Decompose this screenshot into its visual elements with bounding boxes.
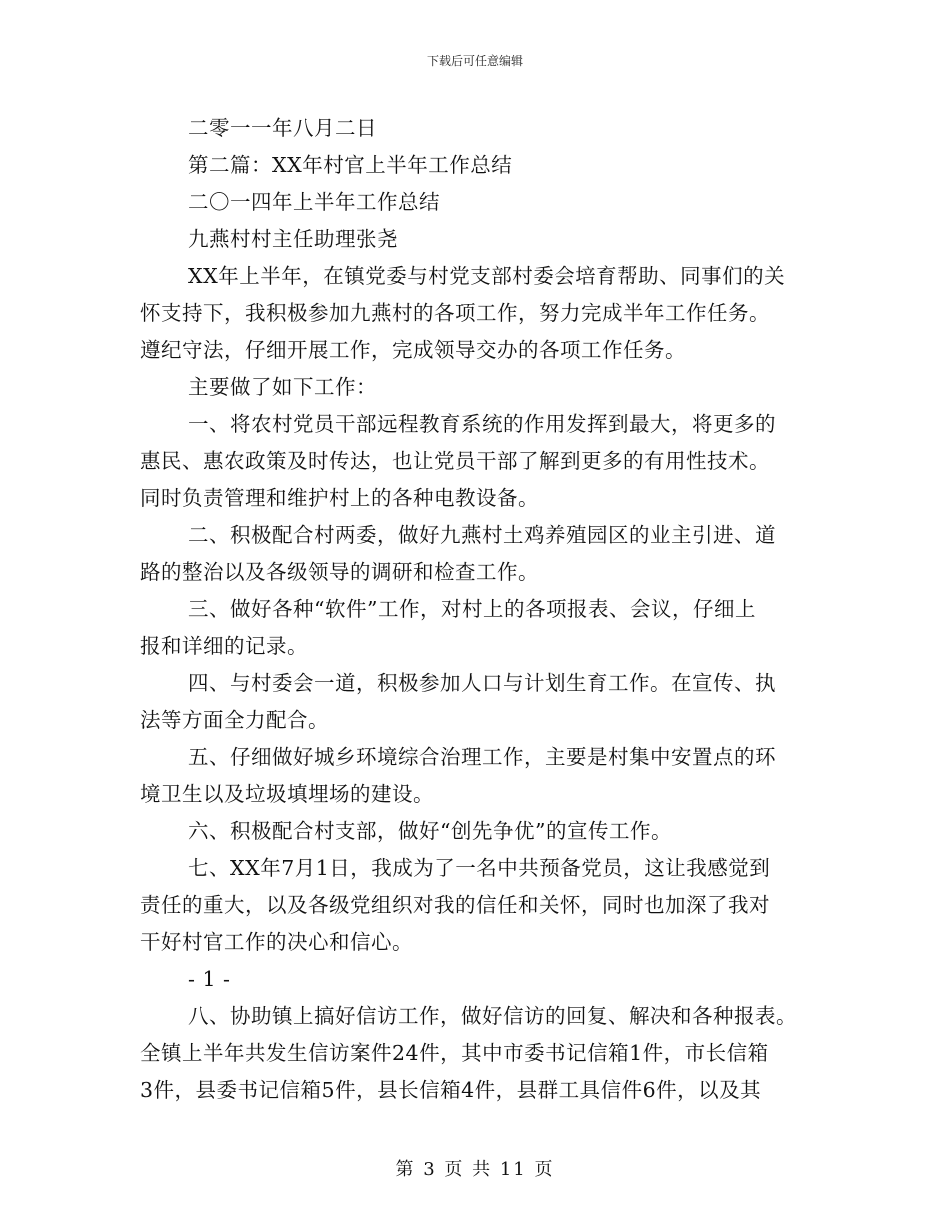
paragraph-line: 二、积极配合村两委，做好九燕村土鸡养殖园区的业主引进、道 bbox=[188, 523, 776, 547]
paragraph-line: 干好村官工作的决心和信心。 bbox=[140, 930, 413, 954]
paragraph-line: 报和详细的记录。 bbox=[140, 634, 308, 658]
paragraph-line: 路的整治以及各级领导的调研和检查工作。 bbox=[140, 560, 539, 584]
paragraph-line: 六、积极配合村支部，做好“创先争优”的宣传工作。 bbox=[188, 819, 672, 843]
paragraph-line: 惠民、惠农政策及时传达，也让党员干部了解到更多的有用性技术。 bbox=[140, 449, 770, 473]
page-footer: 第 3 页 共 11 页 bbox=[395, 1159, 555, 1180]
paragraph-line: 3件，县委书记信箱5件，县长信箱4件，县群工具信件6件，以及其 bbox=[140, 1078, 762, 1102]
report-title: 二〇一四年上半年工作总结 bbox=[188, 190, 440, 214]
paragraph-line: 八、协助镇上搞好信访工作，做好信访的回复、解决和各种报表。 bbox=[188, 1004, 797, 1028]
paragraph-line: XX年上半年，在镇党委与村党支部村委会培育帮助、同事们的关 bbox=[188, 264, 786, 288]
paragraph-line: 境卫生以及垃圾填埋场的建设。 bbox=[140, 782, 434, 806]
paragraph-line: 怀支持下，我积极参加九燕村的各项工作，努力完成半年工作任务。 bbox=[140, 301, 770, 325]
header-note: 下载后可任意编辑 bbox=[426, 54, 523, 68]
paragraph-line: 全镇上半年共发生信访案件24件，其中市委书记信箱1件，市长信箱 bbox=[140, 1041, 769, 1065]
paragraph-line: 同时负责管理和维护村上的各种电教设备。 bbox=[140, 486, 539, 510]
paragraph-line: 三、做好各种“软件”工作，对村上的各项报表、会议，仔细上 bbox=[188, 597, 756, 621]
paragraph-line: 法等方面全力配合。 bbox=[140, 708, 329, 732]
document-body bbox=[140, 110, 810, 1109]
chapter-title: 第二篇：XX年村官上半年工作总结 bbox=[188, 153, 513, 177]
inline-page-number: - 1 - bbox=[188, 967, 231, 991]
paragraph-line: 遵纪守法，仔细开展工作，完成领导交办的各项工作任务。 bbox=[140, 338, 686, 362]
paragraph-line: 七、XX年7月1日，我成为了一名中共预备党员，这让我感觉到 bbox=[188, 856, 771, 880]
date-line: 二零一一年八月二日 bbox=[188, 116, 377, 140]
paragraph-line: 四、与村委会一道，积极参加人口与计划生育工作。在宣传、执 bbox=[188, 671, 776, 695]
paragraph-line: 主要做了如下工作： bbox=[188, 375, 377, 399]
author-line: 九燕村村主任助理张尧 bbox=[188, 227, 398, 251]
paragraph-line: 责任的重大，以及各级党组织对我的信任和关怀，同时也加深了我对 bbox=[140, 893, 770, 917]
paragraph-line: 五、仔细做好城乡环境综合治理工作，主要是村集中安置点的环 bbox=[188, 745, 776, 769]
paragraph-line: 一、将农村党员干部远程教育系统的作用发挥到最大，将更多的 bbox=[188, 412, 776, 436]
